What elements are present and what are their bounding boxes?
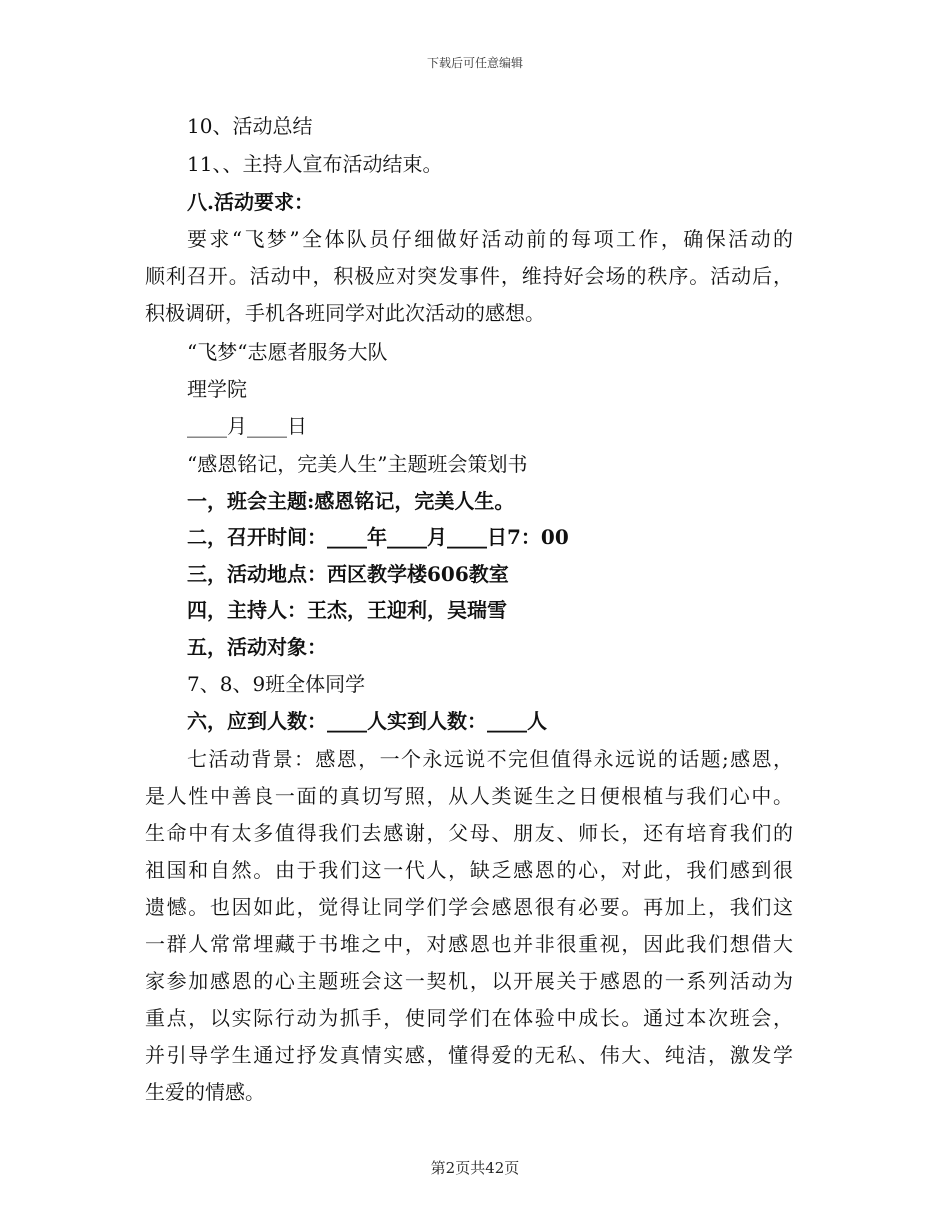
paragraph-requirements-line-3: 积极调研，手机各班同学对此次活动的感想。 <box>145 301 545 325</box>
paragraph-background-line-5: 遗憾。也因如此，觉得让同学们学会感恩很有必要。再加上，我们这 <box>145 895 793 919</box>
paragraph-background-line-1: 七活动背景：感恩，一个永远说不完但值得永远说的话题;感恩， <box>187 747 793 771</box>
page-footer: 第2页共42页 <box>430 1159 520 1177</box>
signature-college: 理学院 <box>187 377 247 401</box>
list-item-host-announces-end: 11、、主持人宣布活动结束。 <box>187 152 443 176</box>
item-time: 二，召开时间：____年____月____日7：00 <box>187 525 569 549</box>
paragraph-background-line-10: 生爱的情感。 <box>145 1080 265 1104</box>
section-heading-requirements: 八.活动要求： <box>187 190 314 214</box>
paragraph-background-line-3: 生命中有太多值得我们去感谢，父母、朋友、师长，还有培育我们的 <box>145 821 793 845</box>
list-item-activity-summary: 10、活动总结 <box>187 114 313 138</box>
paragraph-requirements-line-1: 要求“飞梦”全体队员仔细做好活动前的每项工作，确保活动的 <box>187 227 793 251</box>
paragraph-background-line-9: 并引导学生通过抒发真情实感，懂得爱的无私、伟大、纯洁，激发学 <box>145 1043 793 1067</box>
paragraph-background-line-6: 一群人常常埋藏于书堆之中，对感恩也并非很重视，因此我们想借大 <box>145 932 793 956</box>
item-audience-value: 7、8、9班全体同学 <box>187 672 366 696</box>
page-header: 下载后可任意编辑 <box>426 56 523 70</box>
item-attendance: 六，应到人数：____人实到人数：____人 <box>187 709 547 733</box>
item-hosts: 四，主持人：王杰，王迎利，吴瑞雪 <box>187 598 507 622</box>
item-location: 三，活动地点：西区教学楼606教室 <box>187 562 509 586</box>
item-audience-heading: 五，活动对象： <box>187 635 327 659</box>
item-theme: 一，班会主题:感恩铭记，完美人生。 <box>187 489 515 513</box>
signature-organization: “飞梦“志愿者服务大队 <box>187 340 388 364</box>
paragraph-background-line-4: 祖国和自然。由于我们这一代人，缺乏感恩的心，对此，我们感到很 <box>145 858 793 882</box>
paragraph-background-line-8: 重点，以实际行动为抓手，使同学们在体验中成长。通过本次班会， <box>145 1006 793 1030</box>
signature-date: ____月____日 <box>187 414 307 438</box>
document-title: “感恩铭记，完美人生”主题班会策划书 <box>187 452 528 476</box>
paragraph-background-line-2: 是人性中善良一面的真切写照，从人类诞生之日便根植与我们心中。 <box>145 784 793 808</box>
paragraph-requirements-line-2: 顺利召开。活动中，积极应对突发事件，维持好会场的秩序。活动后， <box>145 264 793 288</box>
paragraph-background-line-7: 家参加感恩的心主题班会这一契机，以开展关于感恩的一系列活动为 <box>145 969 793 993</box>
